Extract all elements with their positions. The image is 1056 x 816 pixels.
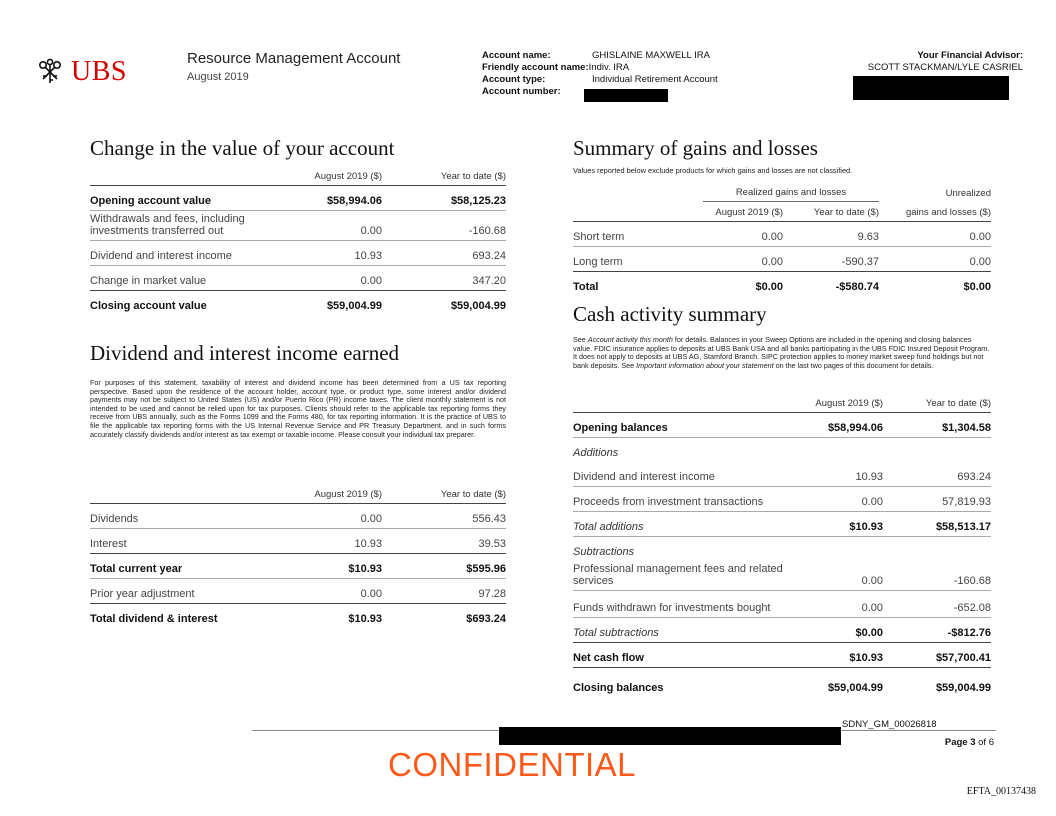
- table-row: [573, 537, 991, 562]
- gains-section-title: Summary of gains and losses: [573, 136, 818, 160]
- table-row: [573, 438, 991, 463]
- account-type-label: Account type:: [482, 74, 546, 85]
- row-value: $10.93: [286, 554, 382, 579]
- friendly-name-label: Friendly account name:: [482, 62, 589, 73]
- table-row: [90, 291, 506, 316]
- row-value: $59,004.99: [450, 300, 506, 312]
- row-label: Total additions: [573, 512, 791, 537]
- row-value: -160.68: [883, 561, 991, 591]
- change-col2: Year to date ($): [382, 166, 506, 186]
- gains-col1: August 2019 ($): [703, 202, 783, 222]
- row-value: $0.00: [791, 618, 883, 643]
- row-value: $59,004.99: [326, 300, 382, 312]
- row-label: Change in market value: [90, 266, 286, 291]
- cash-paragraph: [573, 336, 991, 370]
- account-type-value: Individual Retirement Account: [592, 74, 718, 85]
- row-label: Proceeds from investment transactions: [573, 487, 791, 512]
- row-value: $59,004.99: [935, 682, 991, 694]
- row-value: $0.00: [963, 281, 991, 293]
- row-value: 10.93: [286, 529, 382, 554]
- dividend-header-row: [90, 484, 506, 504]
- table-row: [90, 604, 506, 629]
- advisor-label: Your Financial Advisor:: [917, 50, 1023, 61]
- row-value: $57,700.41: [883, 643, 991, 668]
- row-label: Long term: [573, 247, 703, 272]
- table-row: [573, 668, 991, 698]
- change-col1: August 2019 ($): [286, 166, 382, 186]
- row-value: 0.00: [286, 579, 382, 604]
- row-value: 0.00: [879, 247, 991, 272]
- row-label: Total: [573, 281, 599, 293]
- table-row: [90, 529, 506, 554]
- row-value: 10.93: [791, 462, 883, 487]
- change-section-title: Change in the value of your account: [90, 136, 395, 160]
- cash-para-mid: for details. Balances in your Sweep Options are included in the opening and closing balances value. FDIC insurance applies to deposits at UBS Bank USA and all banks participating in the UBS FDIC Insured Deposit Program. It does not apply to deposits at UBS AG, Stamford Branch. SIPC protection applies to money market sweep fund holdings but not bank deposits. See: [573, 335, 990, 370]
- table-row: [573, 272, 991, 297]
- tax-disclosure-paragraph: For purposes of this statement, taxability of interest and dividend income has been determined from a US tax reporting perspective. Based upon the residence of the account holder, account type, or product type, some interest and/or dividend payments may not be subject to United States (US) and/or Puerto Rico (PR) income taxes. The client monthly statement is not intended to be used and cannot be relied upon for tax purposes. Clients should refer to the applicable tax reporting forms they receive from UBS annually, such as the Forms 1099 and the Forms 480, for tax reporting information. It is the practice of UBS to file the applicable tax reporting forms with the US Internal Revenue Service and PR Treasury Department, and in such forms accurately classify dividends and/or interest as tax exempt or taxable income. Please consult your individual tax preparer.: [90, 378, 506, 439]
- change-table: [90, 166, 506, 315]
- row-label: Net cash flow: [573, 643, 791, 668]
- cash-header-row: [573, 393, 991, 413]
- table-row: [573, 462, 991, 487]
- row-value: 347.20: [382, 266, 506, 291]
- footer-redaction: [499, 727, 841, 745]
- row-value: 0.00: [879, 222, 991, 247]
- table-row: [573, 643, 991, 668]
- row-label: Prior year adjustment: [90, 579, 286, 604]
- row-value: 10.93: [286, 241, 382, 266]
- row-value: $10.93: [791, 643, 883, 668]
- row-value: $58,125.23: [382, 186, 506, 211]
- gains-col2: Year to date ($): [783, 202, 879, 222]
- row-value: $10.93: [791, 512, 883, 537]
- row-value: 0.00: [286, 211, 382, 241]
- row-value: 0.00: [286, 504, 382, 529]
- row-value: 0.00: [703, 222, 783, 247]
- bates-number: SDNY_GM_00026818: [842, 719, 937, 730]
- cash-para-lead: See: [573, 335, 588, 344]
- row-value: 0.00: [791, 561, 883, 591]
- table-row: [90, 554, 506, 579]
- advisor-value: SCOTT STACKMAN/LYLE CASRIEL: [867, 62, 1023, 73]
- ubs-brand-text: UBS: [71, 56, 127, 87]
- table-row: [573, 413, 991, 438]
- row-value: 0.00: [703, 247, 783, 272]
- statement-title: Resource Management Account: [187, 50, 401, 67]
- dividend-table: [90, 484, 506, 628]
- row-value: 57,819.93: [883, 487, 991, 512]
- table-row: [90, 266, 506, 291]
- row-label: Short term: [573, 222, 703, 247]
- page-indicator: [945, 737, 994, 748]
- table-row: [90, 579, 506, 604]
- confidential-stamp: CONFIDENTIAL: [388, 746, 637, 783]
- dividend-col2: Year to date ($): [382, 484, 506, 504]
- table-row: [573, 487, 991, 512]
- row-value: $595.96: [382, 554, 506, 579]
- account-name-label: Account name:: [482, 50, 551, 61]
- table-row: [573, 591, 991, 618]
- row-value: 693.24: [883, 462, 991, 487]
- gains-col3: gains and losses ($): [879, 202, 991, 222]
- cash-col2: Year to date ($): [883, 393, 991, 413]
- gains-header-row: [573, 202, 991, 222]
- page-total: of 6: [978, 737, 994, 748]
- row-value: -$812.76: [883, 618, 991, 643]
- row-label: Opening account value: [90, 186, 286, 211]
- table-row: [573, 512, 991, 537]
- row-label: Total dividend & interest: [90, 613, 218, 625]
- row-label: Total subtractions: [573, 618, 791, 643]
- cash-table: [573, 393, 991, 697]
- row-value: -$580.74: [835, 281, 879, 293]
- row-value: $59,004.99: [827, 682, 883, 694]
- table-row: [573, 618, 991, 643]
- table-row: [573, 247, 991, 272]
- table-row: [90, 241, 506, 266]
- cash-col1: August 2019 ($): [791, 393, 883, 413]
- row-value: 693.24: [382, 241, 506, 266]
- row-value: 97.28: [382, 579, 506, 604]
- advisor-redaction: [853, 76, 1009, 100]
- row-value: $1,304.58: [883, 413, 991, 438]
- financial-advisor: [868, 50, 1023, 74]
- change-header-row: [90, 166, 506, 186]
- table-row: [90, 211, 506, 241]
- row-label: Total current year: [90, 554, 286, 579]
- table-row: [90, 504, 506, 529]
- row-label: Dividend and interest income: [573, 462, 791, 487]
- account-name-value: GHISLAINE MAXWELL IRA: [592, 50, 710, 61]
- row-value: $693.24: [466, 613, 506, 625]
- ubs-logo: [35, 56, 127, 88]
- row-value: 556.43: [382, 504, 506, 529]
- row-label: Closing account value: [90, 300, 207, 312]
- additions-label: Additions: [573, 447, 619, 459]
- account-number-label: Account number:: [482, 86, 561, 97]
- row-value: 39.53: [382, 529, 506, 554]
- statement-period: August 2019: [187, 71, 249, 83]
- row-label: Funds withdrawn for investments bought: [573, 591, 791, 618]
- row-label: Interest: [90, 529, 286, 554]
- row-value: 0.00: [791, 487, 883, 512]
- gains-note: Values reported below exclude products for which gains and losses are not classified.: [573, 166, 853, 175]
- row-value: 0.00: [286, 266, 382, 291]
- unrealized-group-label: Unrealized: [945, 187, 991, 199]
- row-label: Closing balances: [573, 682, 664, 694]
- row-value: $58,994.06: [286, 186, 382, 211]
- subtractions-label: Subtractions: [573, 546, 635, 558]
- row-value: 0.00: [791, 591, 883, 618]
- row-value: $10.93: [348, 613, 382, 625]
- efta-number: EFTA_00137438: [966, 786, 1036, 797]
- friendly-name-value: Indiv. IRA: [588, 62, 630, 73]
- row-value: -590.37: [783, 247, 879, 272]
- row-value: 9.63: [783, 222, 879, 247]
- table-row: [573, 561, 991, 591]
- page-number: Page 3: [944, 737, 976, 748]
- table-row: [573, 222, 991, 247]
- row-label: Withdrawals and fees, including investments transferred out: [90, 211, 286, 241]
- row-label: Professional management fees and related services: [573, 561, 791, 591]
- row-value: -160.68: [382, 211, 506, 241]
- account-number-redaction: [584, 89, 668, 102]
- cash-section-title: Cash activity summary: [573, 302, 767, 326]
- row-value: $58,513.17: [883, 512, 991, 537]
- row-value: $58,994.06: [791, 413, 883, 438]
- gains-group-header-row: [573, 182, 991, 202]
- keys-icon: [35, 57, 65, 87]
- dividend-section-title: Dividend and interest income earned: [90, 341, 400, 365]
- cash-para-ref2: Important information about your statement: [636, 360, 774, 370]
- realized-group-label: Realized gains and losses: [703, 182, 879, 202]
- row-value: $0.00: [755, 281, 783, 293]
- row-label: Opening balances: [573, 413, 791, 438]
- row-label: Dividends: [90, 504, 286, 529]
- gains-table: [573, 182, 991, 296]
- cash-para-ref1: Account activity this month: [587, 335, 673, 344]
- row-value: -652.08: [883, 591, 991, 618]
- cash-para-tail: on the last two pages of this document for details.: [773, 360, 934, 370]
- table-row: [90, 186, 506, 211]
- dividend-col1: August 2019 ($): [286, 484, 382, 504]
- row-label: Dividend and interest income: [90, 241, 286, 266]
